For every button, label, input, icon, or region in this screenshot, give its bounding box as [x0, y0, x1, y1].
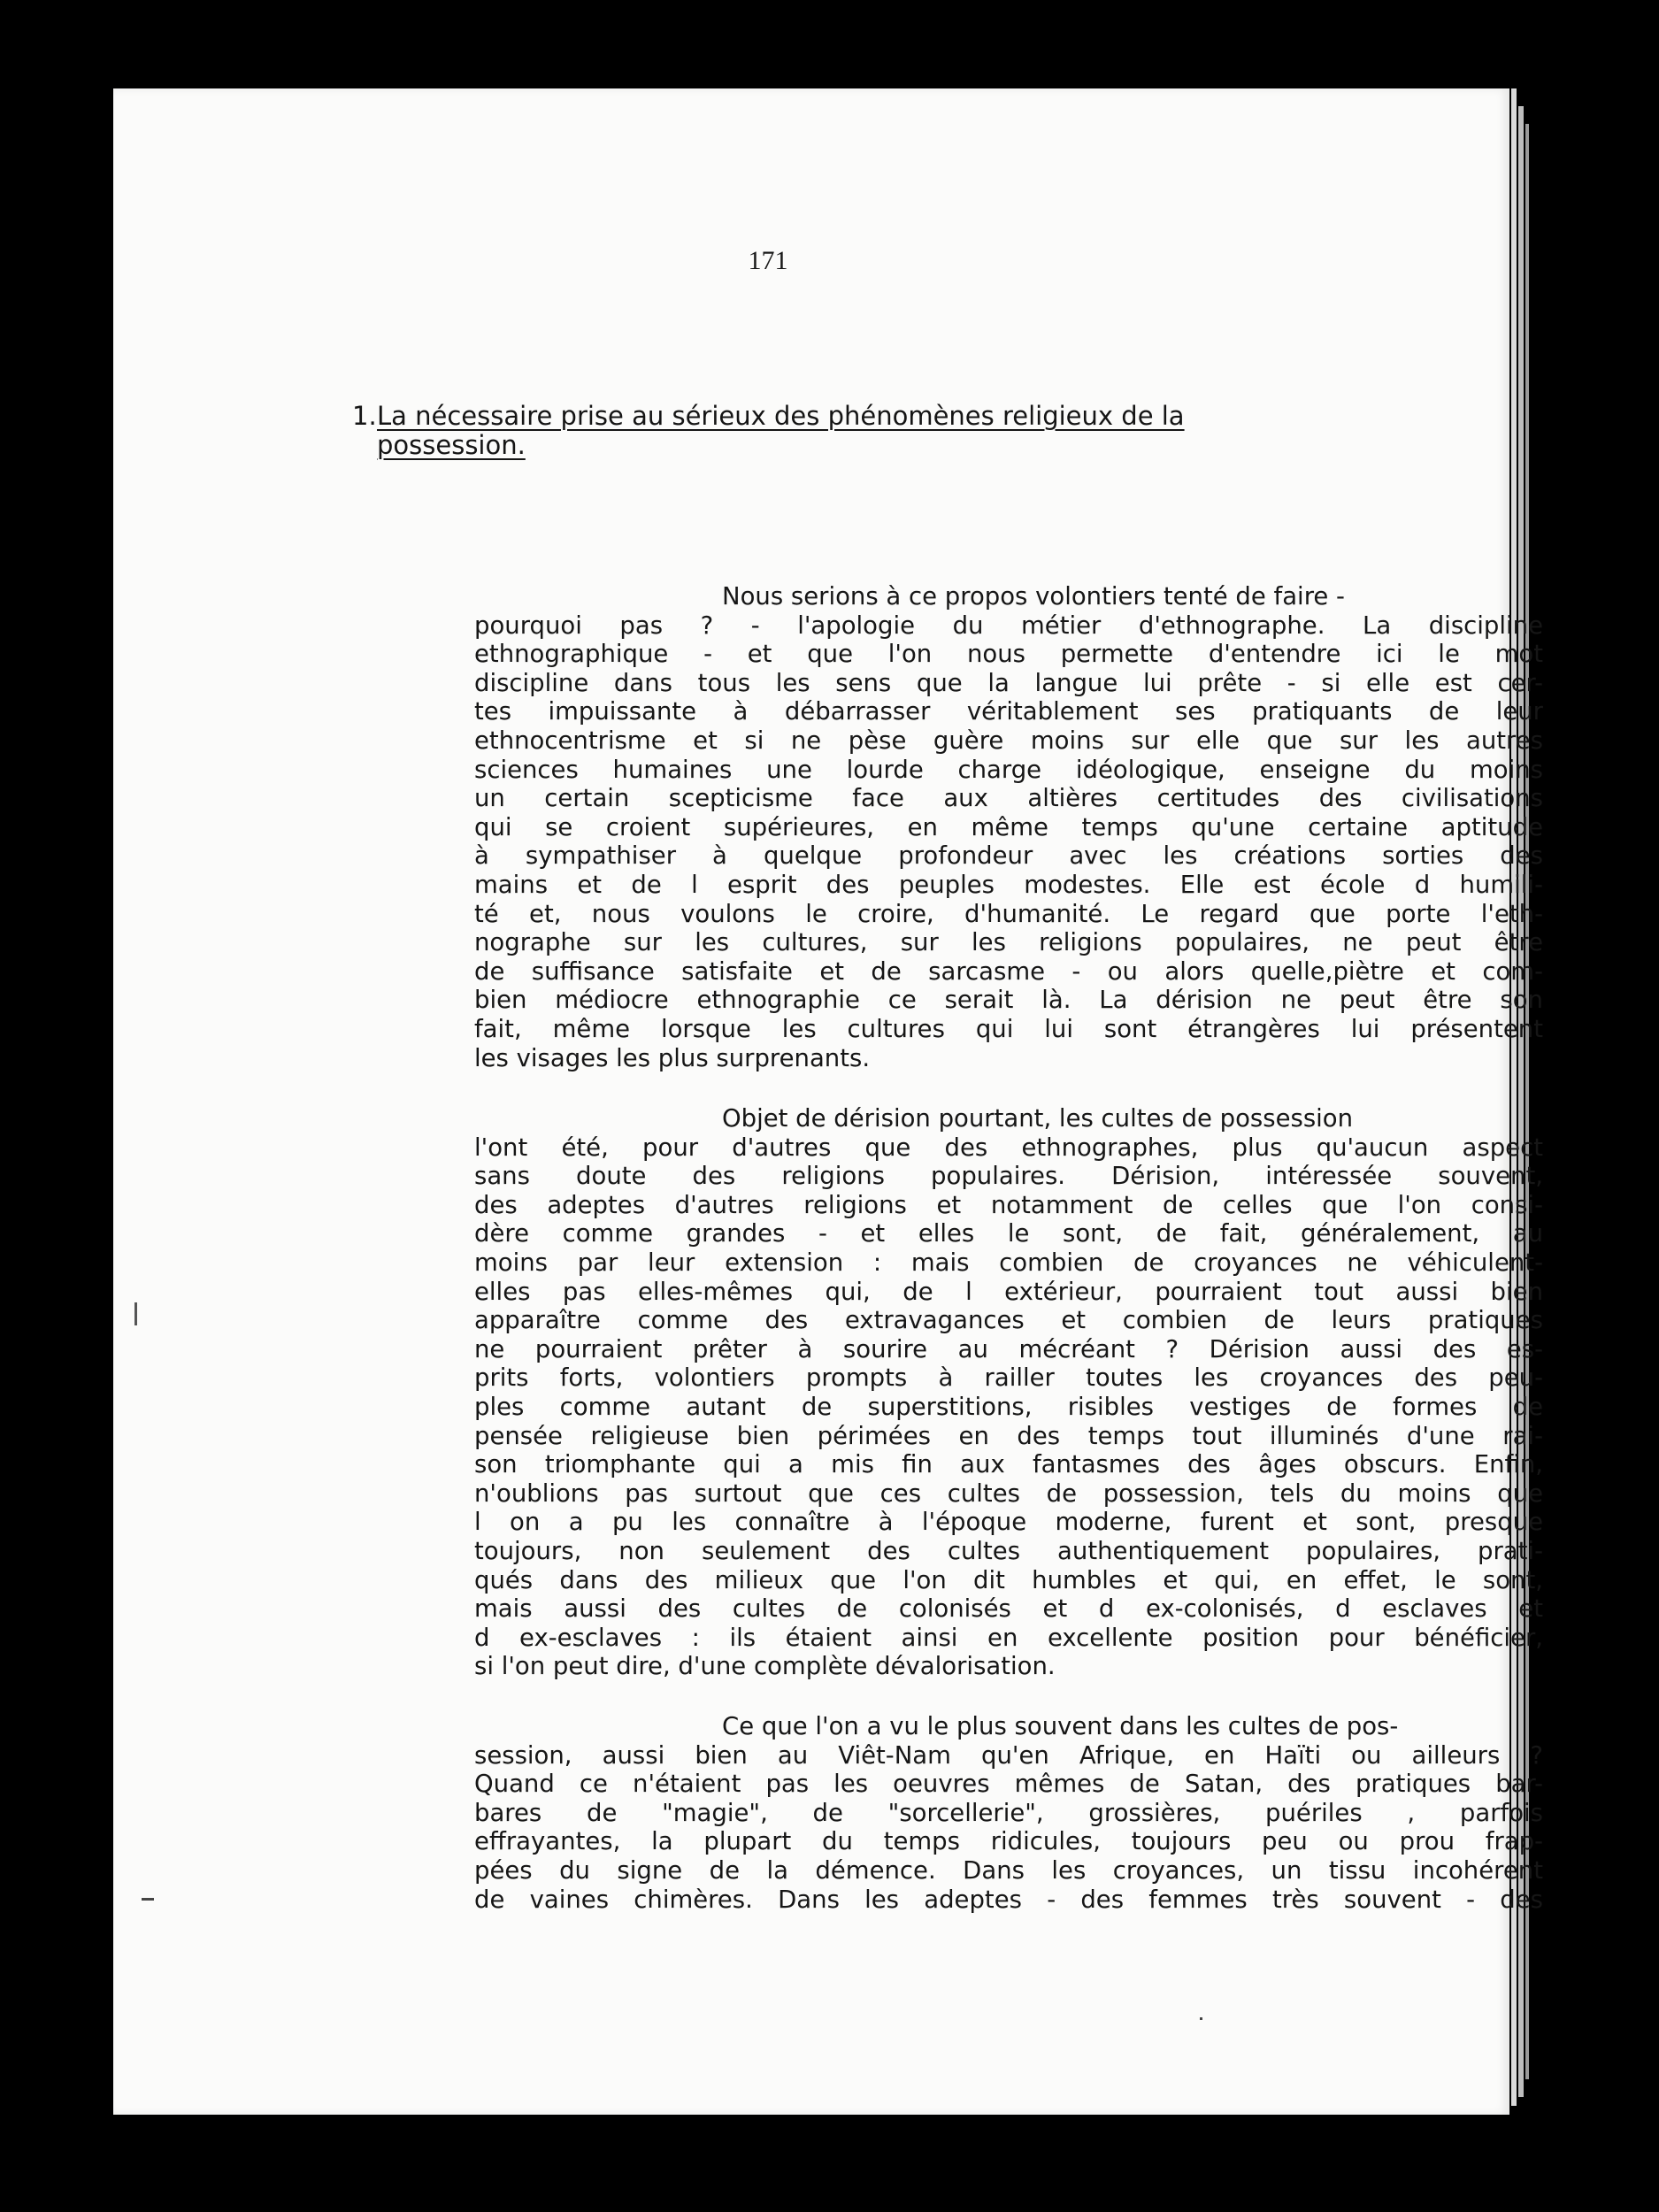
- text-line: pensée religieuse bien périmées en des temps tout illuminés d'une rai-: [474, 1421, 1543, 1450]
- text-line: son triomphante qui a mis fin aux fantasmes des âges obscurs. Enfin,: [474, 1450, 1543, 1479]
- text-line: les visages les plus surprenants.: [474, 1043, 871, 1072]
- text-line: si l'on peut dire, d'une complète dévalorisation.: [474, 1652, 1056, 1681]
- text-line: à sympathiser à quelque profondeur avec les créations sorties des: [474, 841, 1543, 871]
- text-line: des adeptes d'autres religions et notamment de celles que l'on consi-: [474, 1190, 1543, 1219]
- text-line: elles pas elles-mêmes qui, de l extérieur, pourraient tout aussi bien: [474, 1277, 1543, 1306]
- document-page: [113, 88, 1543, 2115]
- text-line: discipline dans tous les sens que la langue lui prête - si elle est cer-: [474, 668, 1543, 697]
- text-line: té et, nous voulons le croire, d'humanité. Le regard que porte l'eth-: [474, 899, 1543, 928]
- text-line: Ce que l'on a vu le plus souvent dans les cultes de pos-: [722, 1712, 1399, 1740]
- text-line: Objet de dérision pourtant, les cultes de possession: [722, 1104, 1354, 1133]
- text-line: qués dans des milieux que l'on dit humbles et qui, en effet, le sont,: [474, 1565, 1543, 1594]
- text-line: ne pourraient prêter à sourire au mécréant ? Dérision aussi des es-: [474, 1334, 1543, 1363]
- text-line: de vaines chimères. Dans les adeptes - des femmes très souvent - des: [474, 1885, 1543, 1914]
- text-line: apparaître comme des extravagances et combien de leurs pratiques: [474, 1306, 1543, 1335]
- text-line: session, aussi bien au Viêt-Nam qu'en Afrique, en Haïti ou ailleurs ?: [474, 1740, 1543, 1770]
- paragraph-2: [474, 1104, 1543, 1681]
- text-line: ethnocentrisme et si ne pèse guère moins sur elle que sur les autres: [474, 726, 1543, 755]
- margin-mark: [142, 1898, 154, 1901]
- text-line: Nous serions à ce propos volontiers tenté de faire -: [722, 582, 1345, 611]
- text-line: sans doute des religions populaires. Dérision, intéressée souvent,: [474, 1162, 1543, 1191]
- text-line: mais aussi des cultes de colonisés et d ex-colonisés, d esclaves et: [474, 1594, 1543, 1624]
- text-line: de suffisance satisfaite et de sarcasme - ou alors quelle,piètre et com-: [474, 956, 1543, 986]
- text-line: prits forts, volontiers prompts à railler toutes les croyances des peu-: [474, 1363, 1543, 1393]
- text-line: fait, même lorsque les cultures qui lui sont étrangères lui présentent: [474, 1014, 1543, 1043]
- text-line: toujours, non seulement des cultes authentiquement populaires, prati-: [474, 1536, 1543, 1565]
- section-heading: [352, 402, 1502, 460]
- text-line: l'ont été, pour d'autres que des ethnographes, plus qu'aucun aspect: [474, 1133, 1543, 1162]
- text-line: ples comme autant de superstitions, risibles vestiges de formes de: [474, 1392, 1543, 1421]
- text-line: un certain scepticisme face aux altières certitudes des civilisations: [474, 784, 1543, 813]
- paragraph-1: [474, 582, 1543, 1072]
- text-line: pées du signe de la démence. Dans les croyances, un tissu incohérent: [474, 1855, 1543, 1885]
- text-line: effrayantes, la plupart du temps ridicules, toujours peu ou prou frap-: [474, 1827, 1543, 1856]
- text-line: d ex-esclaves : ils étaient ainsi en excellente position pour bénéficier,: [474, 1623, 1543, 1652]
- text-line: sciences humaines une lourde charge idéologique, enseigne du moins: [474, 755, 1543, 784]
- margin-mark: [134, 1302, 137, 1325]
- page-number: 171: [748, 246, 788, 275]
- text-line: ethnographique - et que l'on nous permette d'entendre ici le mot: [474, 640, 1543, 669]
- text-line: n'oublions pas surtout que ces cultes de possession, tels du moins que: [474, 1479, 1543, 1508]
- text-line: bien médiocre ethnographie ce serait là. La dérision ne peut être son: [474, 986, 1543, 1015]
- paragraph-3: [474, 1712, 1543, 1914]
- section-title-line-2: possession.: [377, 430, 526, 460]
- text-line: nographe sur les cultures, sur les religions populaires, ne peut être: [474, 928, 1543, 957]
- text-line: Quand ce n'étaient pas les oeuvres mêmes de Satan, des pratiques bar-: [474, 1770, 1543, 1799]
- margin-mark: [1200, 2017, 1202, 2020]
- text-line: bares de "magie", de "sorcellerie", grossières, puériles , parfois: [474, 1798, 1543, 1827]
- text-line: dère comme grandes - et elles le sont, de fait, généralement, au: [474, 1219, 1543, 1248]
- text-line: mains et de l esprit des peuples modestes. Elle est école d humili-: [474, 870, 1543, 899]
- text-line: pourquoi pas ? - l'apologie du métier d'ethnographe. La discipline: [474, 611, 1543, 640]
- section-title-line-1: La nécessaire prise au sérieux des phénomènes religieux de la: [377, 401, 1185, 431]
- text-line: l on a pu les connaître à l'époque moderne, furent et sont, presque: [474, 1508, 1543, 1537]
- text-line: tes impuissante à débarrasser véritablement ses pratiquants de leur: [474, 697, 1543, 726]
- text-line: moins par leur extension : mais combien de croyances ne véhiculent-: [474, 1248, 1543, 1277]
- text-line: qui se croient supérieures, en même temps qu'une certaine aptitude: [474, 812, 1543, 841]
- section-number: 1.: [352, 401, 377, 431]
